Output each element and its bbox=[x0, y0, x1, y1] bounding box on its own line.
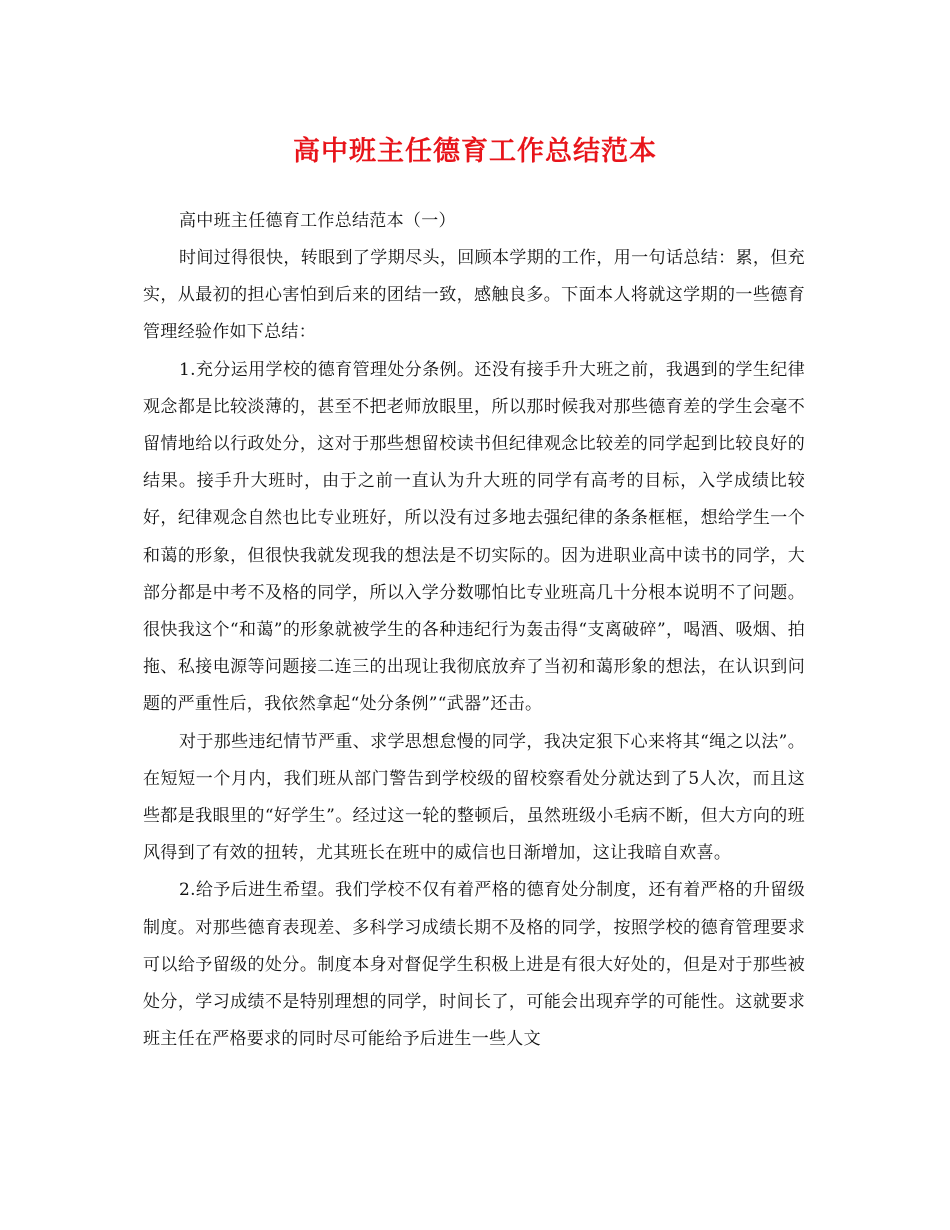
body-paragraph-discipline: 对于那些违纪情节严重、求学思想怠慢的同学，我决定狠下心来将其“绳之以法”。在短短一个月内，我们班从部门警告到学校级的留校察看处分就达到了5人次，而且这些都是我眼里的“好学生”。经过这一轮的整顿后，虽然班级小毛病不断，但大方向的班风得到了有效的扭转，尤其班长在班中的威信也日渐增加，这让我暗自欢喜。 bbox=[143, 731, 805, 864]
document-title: 高中班主任德育工作总结范本 bbox=[293, 136, 657, 167]
body-paragraph-point-2: 2.给予后进生希望。我们学校不仅有着严格的德育处分制度，还有着严格的升留级制度。对那些德育表现差、多科学习成绩长期不及格的同学，按照学校的德育管理要求可以给予留级的处分。制度本身对督促学生积极上进是有很大好处的，但是对于那些被处分，学习成绩不是特别理想的同学，时间长了，可能会出现弃学的可能性。这就要求班主任在严格要求的同时尽可能给予后进生一些人文 bbox=[143, 880, 805, 1050]
body-paragraph-point-1: 1.充分运用学校的德育管理处分条例。还没有接手升大班之前，我遇到的学生纪律观念都是比较淡薄的，甚至不把老师放眼里，所以那时候我对那些德育差的学生会毫不留情地给以行政处分，这对于那些想留校读书但纪律观念比较差的同学起到比较良好的结果。接手升大班时，由于之前一直认为升大班的同学有高考的目标，入学成绩比较好，纪律观念自然也比专业班好，所以没有过多地去强纪律的条条框框，想给学生一个和蔼的形象，但很快我就发现我的想法是不切实际的。因为进职业高中读书的同学，大部分都是中考不及格的同学，所以入学分数哪怕比专业班高几十分根本说明不了问题。很快我这个“和蔼”的形象就被学生的各种违纪行为轰击得“支离破碎”，喝酒、吸烟、拍拖、私接电源等问题接二连三的出现让我彻底放弃了当初和蔼形象的想法，在认识到问题的严重性后，我依然拿起“处分条例”“武器”还击。 bbox=[143, 359, 805, 715]
document-body bbox=[143, 202, 805, 1058]
section-heading: 高中班主任德育工作总结范本（一） bbox=[179, 211, 456, 231]
body-paragraph-intro: 时间过得很快，转眼到了学期尽头，回顾本学期的工作，用一句话总结：累，但充实，从最初的担心害怕到后来的团结一致，感触良多。下面本人将就这学期的一些德育管理经验作如下总结： bbox=[143, 248, 805, 343]
